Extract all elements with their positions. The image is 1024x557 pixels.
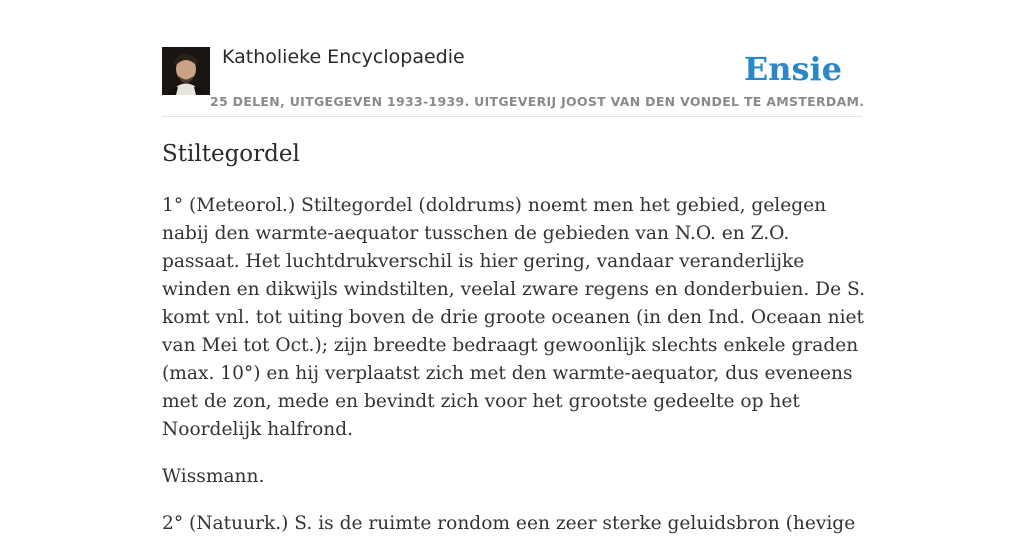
entry-content xyxy=(162,136,866,557)
site-subtitle: 25 DELEN, UITGEGEVEN 1933-1939. UITGEVERIJ JOOST VAN DEN VONDEL TE AMSTERDAM. xyxy=(210,94,865,109)
entry-paragraph: 1° (Meteorol.) Stiltegordel (doldrums) noemt men het gebied, gelegen nabij den warmte-aequator tusschen de gebieden van N.O. en Z.O. passaat. Het luchtdrukverschil is hier gering, vandaar veranderlijke winden en dikwijls windstilten, veelal zware regens en donderbuien. De S. komt vnl. tot uiting boven de drie groote oceanen (in den Ind. Oceaan niet van Mei tot Oct.); zijn breedte bedraagt gewoonlijk slechts enkele graden (max. 10°) en hij verplaatst zich met den warmte-aequator, dus eveneens met de zon, mede en bevindt zich voor het grootste gedeelte op het Noordelijk halfrond. xyxy=(162,195,865,440)
header xyxy=(162,40,865,117)
entry-paragraph: 2° (Natuurk.) S. is de ruimte rondom een zeer sterke geluidsbron (hevige xyxy=(162,513,856,534)
brand-logo[interactable]: Ensie xyxy=(743,50,842,88)
site-title[interactable]: Katholieke Encyclopaedie xyxy=(222,46,465,68)
entry-title: Stiltegordel xyxy=(162,141,300,167)
avatar[interactable] xyxy=(162,47,210,95)
entry-author: Wissmann. xyxy=(162,466,265,487)
